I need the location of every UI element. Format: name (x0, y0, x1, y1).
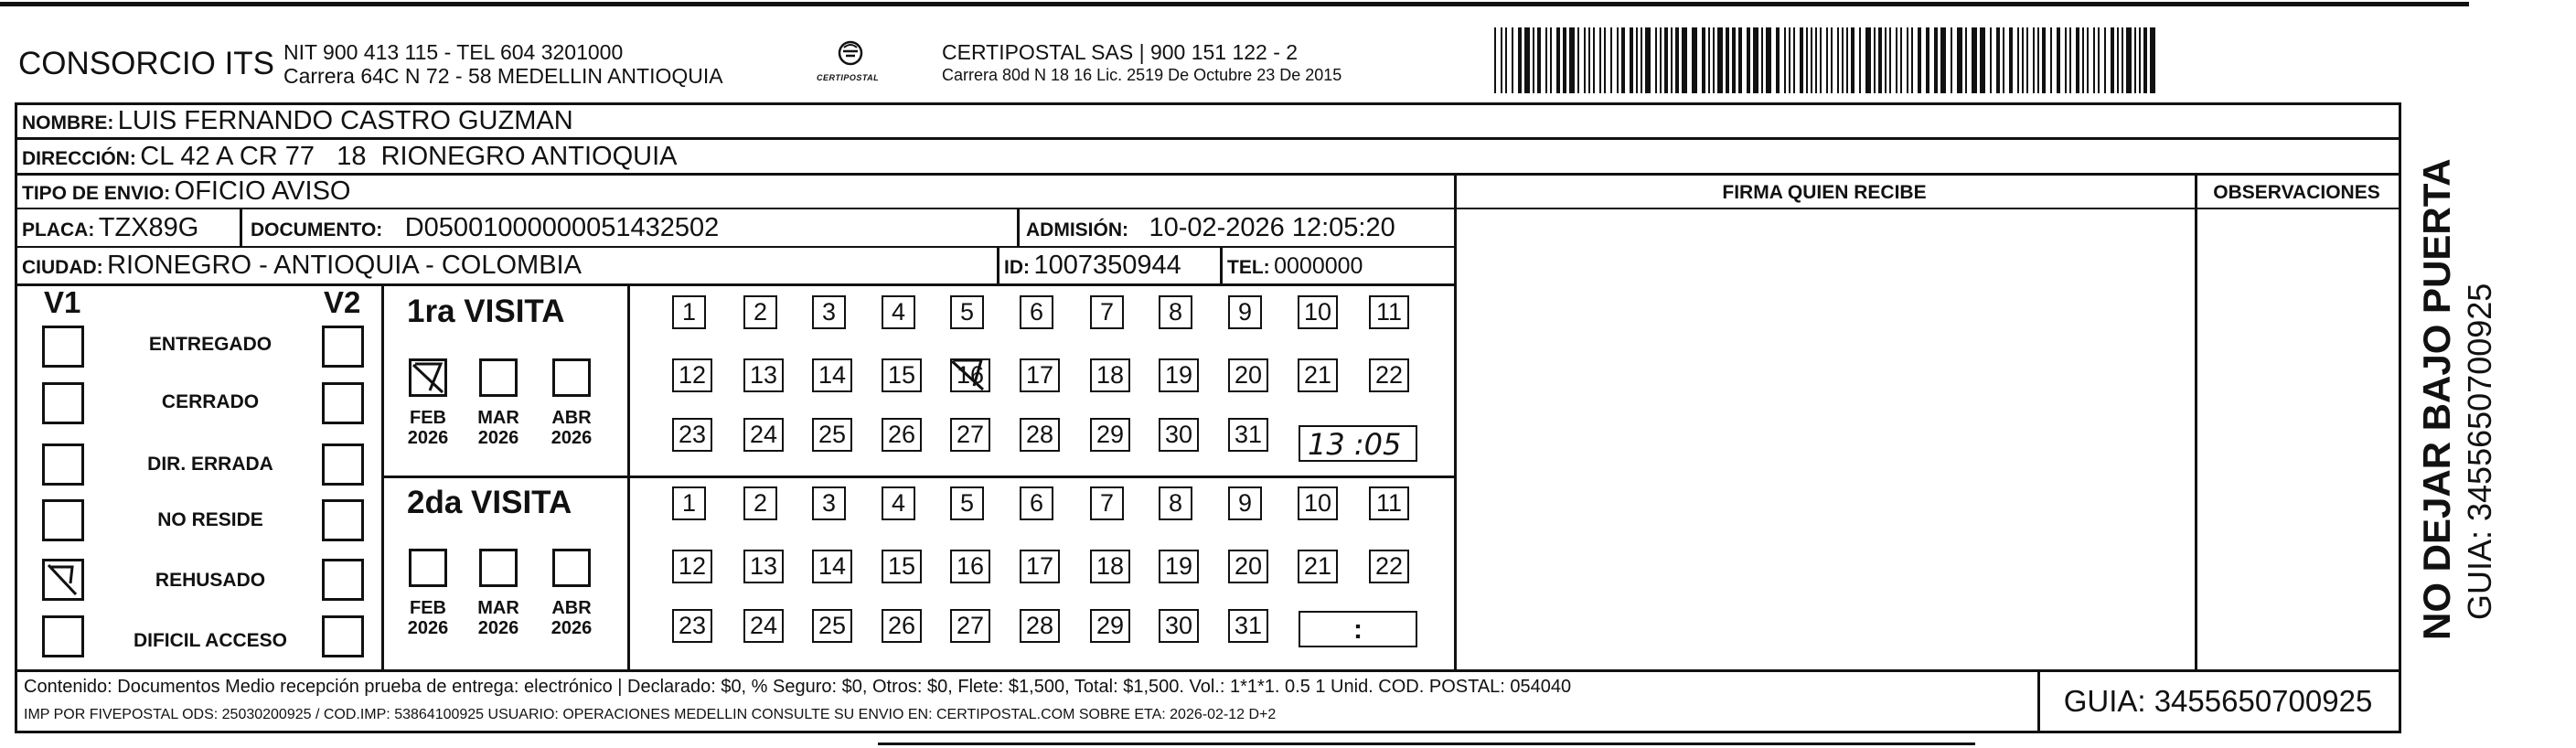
bottom-edge (878, 743, 1975, 745)
admision-divider (1017, 208, 1020, 247)
second-visit-day-2[interactable]: 2 (743, 486, 777, 520)
company-address: Carrera 64C N 72 - 58 MEDELLIN ANTIOQUIA (283, 64, 723, 88)
second-visit-day-11[interactable]: 11 (1369, 486, 1409, 520)
first-visit-day-28[interactable]: 28 (1020, 418, 1060, 452)
col-divider-firma (1454, 173, 1457, 671)
direccion-value: CL 42 A CR 77 18 RIONEGRO ANTIOQUIA (140, 142, 678, 171)
second-visit-day-19[interactable]: 19 (1159, 550, 1199, 583)
first-visit-day-7[interactable]: 7 (1090, 295, 1124, 329)
first-visit-day-2[interactable]: 2 (743, 295, 777, 329)
row-divider-4 (15, 246, 1455, 248)
first-visit-time-value: 13 :05 (1308, 427, 1402, 462)
status-rehusado: REHUSADO (155, 570, 266, 591)
first-visit-day-12[interactable]: 12 (672, 358, 712, 392)
first-visit-day-21[interactable]: 21 (1298, 358, 1338, 392)
row-divider-6 (15, 669, 2401, 672)
second-visit-day-22[interactable]: 22 (1369, 550, 1409, 583)
v2-checkbox-entregado[interactable] (322, 326, 364, 368)
tel-divider (1220, 246, 1223, 284)
second-month-checkbox-mar[interactable] (479, 549, 518, 587)
company-nit: NIT 900 413 115 - TEL 604 3201000 (283, 40, 624, 64)
second-visit-day-20[interactable]: 20 (1228, 550, 1268, 583)
license-line: Carrera 80d N 18 16 Lic. 2519 De Octubre 23 De 2015 (942, 66, 1342, 84)
second-month-label-abr: ABR 2026 (550, 598, 593, 638)
second-visit-day-5[interactable]: 5 (950, 486, 984, 520)
second-visit-day-6[interactable]: 6 (1020, 486, 1053, 520)
first-visit-day-6[interactable]: 6 (1020, 295, 1053, 329)
ciudad-label: CIUDAD: (22, 257, 103, 278)
first-visit-day-26[interactable]: 26 (882, 418, 922, 452)
first-visit-day-8[interactable]: 8 (1159, 295, 1192, 329)
first-visit-day-17[interactable]: 17 (1020, 358, 1060, 392)
first-visit-day-30[interactable]: 30 (1159, 418, 1199, 452)
second-visit-time-value: : (1353, 614, 1363, 645)
v1-checkbox-dificil-acceso[interactable] (42, 615, 84, 657)
carrier-line: CERTIPOSTAL SAS | 900 151 122 - 2 (942, 40, 1299, 64)
second-visit-day-15[interactable]: 15 (882, 550, 922, 583)
second-visit-day-16[interactable]: 16 (950, 550, 990, 583)
id-cell (1004, 251, 1181, 281)
first-visit-day-29[interactable]: 29 (1090, 418, 1130, 452)
second-visit-day-27[interactable]: 27 (950, 609, 990, 643)
first-visit-day-15[interactable]: 15 (882, 358, 922, 392)
v1-checkbox-no-reside[interactable] (42, 499, 84, 541)
second-visit-day-29[interactable]: 29 (1090, 609, 1130, 643)
first-visit-day-27[interactable]: 27 (950, 418, 990, 452)
observaciones-header: OBSERVACIONES (2213, 182, 2380, 203)
second-visit-day-28[interactable]: 28 (1020, 609, 1060, 643)
first-visit-day-13[interactable]: 13 (743, 358, 784, 392)
first-month-checkbox-feb[interactable] (409, 358, 447, 397)
second-month-label-mar: MAR 2026 (477, 598, 519, 638)
status-dificil-acceso: DIFICIL ACCESO (133, 630, 287, 651)
first-visit-time[interactable] (1299, 425, 1417, 462)
direccion-label: DIRECCIÓN: (22, 148, 136, 169)
company-name: CONSORCIO ITS (18, 46, 275, 81)
footer-contenido: Contenido: Documentos Medio recepción prueba de entrega: electrónico | Declarado: $0, % Seguro: $0, Otros: $0, Flete: $1,500, Total: $1,500. Vol.: 1*1*1. 0.5 1 Unid. COD. POSTAL: 054040 (24, 677, 1572, 697)
second-visit-day-30[interactable]: 30 (1159, 609, 1199, 643)
documento-label: DOCUMENTO: (251, 219, 383, 240)
second-visit-title: 2da VISITA (407, 485, 572, 520)
placa-label: PLACA: (22, 219, 95, 240)
status-no-reside: NO RESIDE (157, 509, 263, 530)
v1-checkbox-entregado[interactable] (42, 326, 84, 368)
v1-checkbox-cerrado[interactable] (42, 382, 84, 424)
v2-checkbox-no-reside[interactable] (322, 499, 364, 541)
tipo-value: OFICIO AVISO (174, 176, 351, 206)
first-visit-day-9[interactable]: 9 (1228, 295, 1262, 329)
v1-checkbox-rehusado[interactable] (42, 559, 84, 601)
second-visit-day-4[interactable]: 4 (882, 486, 915, 520)
first-visit-day-11[interactable]: 11 (1369, 295, 1409, 329)
first-visit-day-14[interactable]: 14 (812, 358, 852, 392)
status-cerrado: CERRADO (161, 391, 260, 412)
first-visit-day-31[interactable]: 31 (1228, 418, 1268, 452)
second-visit-time[interactable] (1299, 611, 1417, 647)
frame-bottom (15, 731, 2401, 733)
nombre-row (22, 106, 573, 136)
tel-value: 0000000 (1274, 253, 1363, 279)
side-warning: NO DEJAR BAJO PUERTA (2415, 158, 2458, 640)
ciudad-value: RIONEGRO - ANTIOQUIA - COLOMBIA (107, 251, 582, 280)
admision-cell (1026, 213, 1395, 243)
v2-checkbox-dir-errada[interactable] (322, 443, 364, 486)
first-month-checkbox-mar[interactable] (479, 358, 518, 397)
first-visit-day-4[interactable]: 4 (882, 295, 915, 329)
row-divider-5 (15, 283, 1455, 286)
second-visit-day-1[interactable]: 1 (672, 486, 706, 520)
second-visit-day-3[interactable]: 3 (812, 486, 846, 520)
first-visit-day-25[interactable]: 25 (812, 418, 852, 452)
visit-mid-divider (381, 476, 1456, 478)
first-visit-title: 1ra VISITA (407, 294, 565, 329)
status-dir-errada: DIR. ERRADA (147, 454, 273, 475)
first-visit-day-3[interactable]: 3 (812, 295, 846, 329)
tipo-row (22, 176, 350, 207)
col-divider-obs (2195, 173, 2197, 671)
second-visit-day-13[interactable]: 13 (743, 550, 784, 583)
second-visit-day-14[interactable]: 14 (812, 550, 852, 583)
second-visit-day-10[interactable]: 10 (1298, 486, 1338, 520)
second-visit-day-9[interactable]: 9 (1228, 486, 1262, 520)
row-divider-1 (15, 137, 2401, 140)
second-visit-day-17[interactable]: 17 (1020, 550, 1060, 583)
second-visit-day-18[interactable]: 18 (1090, 550, 1130, 583)
firma-header: FIRMA QUIEN RECIBE (1722, 182, 1927, 203)
first-visit-day-1[interactable]: 1 (672, 295, 706, 329)
top-border (0, 2, 2469, 6)
v1-label: V1 (44, 285, 81, 319)
side-guia: GUIA: 3455650700925 (2461, 283, 2498, 620)
first-visit-day-23[interactable]: 23 (672, 418, 712, 452)
admision-value: 10-02-2026 12:05:20 (1149, 213, 1395, 242)
row-divider-3 (15, 208, 2401, 209)
first-visit-day-10[interactable]: 10 (1298, 295, 1338, 329)
id-value: 1007350944 (1033, 251, 1181, 280)
tipo-label: TIPO DE ENVIO: (22, 183, 171, 204)
v2-checkbox-rehusado[interactable] (322, 559, 364, 601)
tel-cell (1227, 253, 1363, 280)
second-visit-day-8[interactable]: 8 (1159, 486, 1192, 520)
v2-checkbox-cerrado[interactable] (322, 382, 364, 424)
placa-divider (240, 208, 242, 247)
barcode (1491, 27, 2158, 93)
second-visit-day-21[interactable]: 21 (1298, 550, 1338, 583)
second-visit-day-25[interactable]: 25 (812, 609, 852, 643)
first-visit-day-20[interactable]: 20 (1228, 358, 1268, 392)
certipostal-logo (809, 37, 892, 91)
side-vertical-text (2414, 91, 2542, 640)
first-month-label-abr: ABR 2026 (550, 408, 593, 448)
second-visit-day-12[interactable]: 12 (672, 550, 712, 583)
tel-label: TEL: (1227, 257, 1270, 278)
check-mark-icon (412, 361, 444, 394)
nombre-value: LUIS FERNANDO CASTRO GUZMAN (117, 106, 573, 135)
v2-label: V2 (324, 285, 361, 319)
second-visit-day-23[interactable]: 23 (672, 609, 712, 643)
check-mark-icon (45, 561, 81, 598)
id-label: ID: (1004, 257, 1030, 278)
footer-guia: GUIA: 3455650700925 (2063, 684, 2373, 718)
v1-checkbox-dir-errada[interactable] (42, 443, 84, 486)
placa-value: TZX89G (98, 213, 199, 242)
id-divider (997, 246, 999, 284)
second-visit-day-26[interactable]: 26 (882, 609, 922, 643)
row-divider-2 (15, 173, 2401, 176)
first-visit-day-16[interactable]: 16 (950, 358, 990, 392)
second-month-label-feb: FEB 2026 (407, 598, 449, 638)
admision-label: ADMISIÓN: (1026, 219, 1128, 240)
nombre-label: NOMBRE: (22, 112, 114, 134)
check-mark-icon (950, 358, 987, 391)
second-visit-day-24[interactable]: 24 (743, 609, 784, 643)
second-month-checkbox-abr[interactable] (552, 549, 591, 587)
first-visit-day-5[interactable]: 5 (950, 295, 984, 329)
v2-checkbox-dificil-acceso[interactable] (322, 615, 364, 657)
first-visit-day-18[interactable]: 18 (1090, 358, 1130, 392)
frame-top (15, 102, 2401, 105)
first-visit-day-19[interactable]: 19 (1159, 358, 1199, 392)
first-month-checkbox-abr[interactable] (552, 358, 591, 397)
first-visit-day-24[interactable]: 24 (743, 418, 784, 452)
ciudad-cell (22, 251, 582, 281)
documento-value: D05001000000051432502 (404, 213, 720, 242)
status-entregado: ENTREGADO (148, 334, 273, 355)
first-month-label-mar: MAR 2026 (477, 408, 519, 448)
documento-cell (251, 213, 719, 243)
footer-imp: IMP POR FIVEPOSTAL ODS: 25030200925 / COD.IMP: 53864100925 USUARIO: OPERACIONES MEDELLIN CONSULTE SU ENVIO EN: CERTIPOSTAL.COM SOBRE ETA: 2026-02-12 D+2 (24, 707, 1277, 722)
frame-left (15, 102, 17, 733)
direccion-row (22, 142, 677, 172)
second-visit-day-7[interactable]: 7 (1090, 486, 1124, 520)
second-visit-day-31[interactable]: 31 (1228, 609, 1268, 643)
placa-cell (22, 213, 198, 243)
first-visit-day-22[interactable]: 22 (1369, 358, 1409, 392)
first-month-label-feb: FEB 2026 (407, 408, 449, 448)
second-month-checkbox-feb[interactable] (409, 549, 447, 587)
logo-text: CERTIPOSTAL (817, 73, 880, 82)
frame-right (2399, 102, 2401, 733)
